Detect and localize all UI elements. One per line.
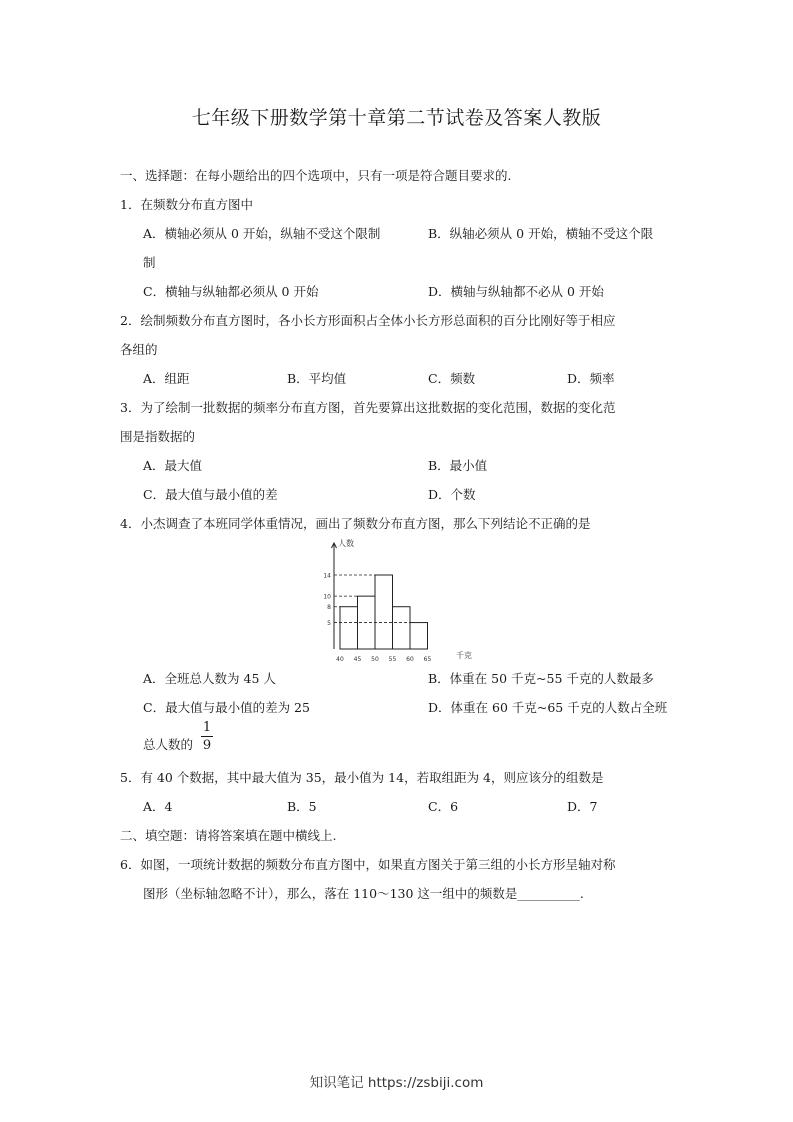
x-tick-label: 50 [371,656,379,663]
question-2-stem-line1: 2．绘制频数分布直方图时，各小长方形面积占全体小长方形总面积的百分比刚好等于相应 [120,313,616,328]
question-1-stem: 1．在频数分布直方图中 [120,197,253,212]
question-3-option-a: A．最大值 [143,458,203,473]
question-3-option-d: D．个数 [428,487,476,502]
x-tick-label: 55 [388,656,397,663]
fraction-denominator: 9 [202,738,212,753]
question-3-stem-line1: 3．为了绘制一批数据的频率分布直方图，首先要算出这批数据的变化范围，数据的变化范 [120,400,616,415]
histogram-bar [410,623,428,649]
question-5-stem: 5．有 40 个数据，其中最大值为 35，最小值为 14，若取组距为 4，则应该分的组数是 [120,770,604,785]
histogram-chart [310,535,490,665]
histogram-bar [393,607,411,649]
fraction-one-ninth [201,720,213,753]
question-5-option-b: B．5 [287,799,317,814]
question-1-option-b-cont: 制 [143,255,156,270]
y-tick-label: 10 [323,593,331,601]
y-tick-label: 5 [327,620,331,628]
question-6-stem-line2: 图形（坐标轴忽略不计），那么，落在 110～130 这一组中的频数是__________. [143,886,584,901]
question-4-option-d-cont: 总人数的 [143,737,194,752]
question-5-option-a: A．4 [143,799,173,814]
question-4-option-d: D．体重在 60 千克~65 千克的人数占全班 [428,700,668,715]
question-2-stem-line2: 各组的 [120,342,158,357]
x-tick-label: 65 [423,656,432,663]
x-tick-label: 40 [336,656,344,663]
x-axis-label: 千克 [456,651,472,660]
page-title: 七年级下册数学第十章第二节试卷及答案人教版 [191,107,602,129]
question-5-option-c: C．6 [428,799,459,814]
y-tick-label: 14 [323,572,331,580]
fraction-bar [201,736,213,737]
fraction-numerator: 1 [202,720,212,735]
question-3-option-b: B．最小值 [428,458,488,473]
question-4-stem: 4．小杰调查了本班同学体重情况，画出了频数分布直方图，那么下列结论不正确的是 [120,516,591,531]
question-2-option-a: A．组距 [143,371,190,386]
question-3-stem-line2: 围是指数据的 [120,429,196,444]
section-heading-fill: 二、填空题：请将答案填在题中横线上. [120,828,337,843]
histogram-bar [375,575,393,649]
question-4-option-a: A．全班总人数为 45 人 [143,671,276,686]
footer-watermark: 知识笔记 https://zsbiji.com [309,1075,484,1091]
question-1-option-d: D．横轴与纵轴都不必从 0 开始 [428,284,604,299]
histogram-bar [340,607,358,649]
question-1-option-a: A．横轴必须从 0 开始，纵轴不受这个限制 [143,226,381,241]
question-2-option-b: B．平均值 [287,371,347,386]
x-tick-label: 45 [353,656,362,663]
y-tick-label: 8 [327,604,331,612]
question-2-option-d: D．频率 [567,371,615,386]
x-tick-label: 60 [406,656,414,663]
y-axis-label: 人数 [338,539,354,548]
question-1-option-b: B．纵轴必须从 0 开始，横轴不受这个限 [428,226,654,241]
question-4-option-b: B．体重在 50 千克~55 千克的人数最多 [428,671,654,686]
section-heading-choice: 一、选择题：在每小题给出的四个选项中，只有一项是符合题目要求的. [120,168,512,183]
question-2-option-c: C．频数 [428,371,476,386]
question-3-option-c: C．最大值与最小值的差 [143,487,278,502]
question-1-option-c: C．横轴与纵轴都必须从 0 开始 [143,284,319,299]
question-4-option-c: C．最大值与最小值的差为 25 [143,700,310,715]
question-6-stem-line1: 6．如图，一项统计数据的频数分布直方图中，如果直方图关于第三组的小长方形呈轴对称 [120,857,616,872]
question-5-option-d: D．7 [567,799,598,814]
